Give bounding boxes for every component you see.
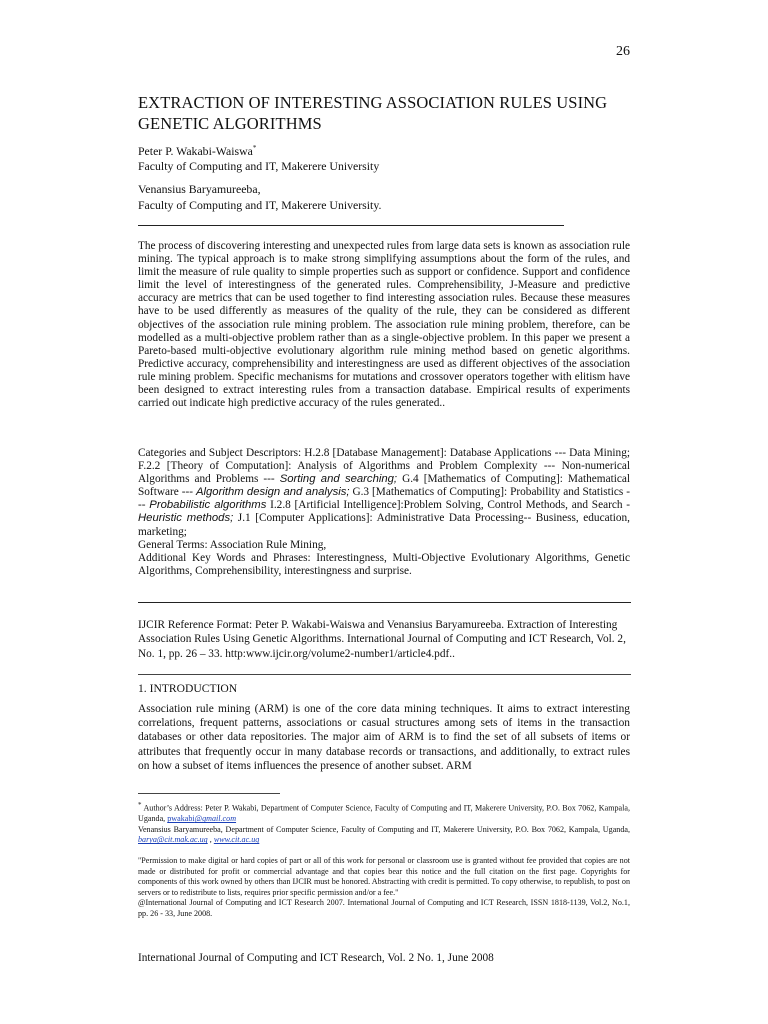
section-heading: 1. INTRODUCTION bbox=[138, 682, 238, 695]
author-2-address: Venansius Baryamureeba, Department of Computer Science, Faculty of Computing and IT, Makerere University, P.O. Box 7062, Kampala, Uganda, bbox=[138, 824, 630, 834]
copyright-notice: @International Journal of Computing and ICT Research 2007. International Journal of Computing and ICT Research, ISSN 1818-1139, Vol.2, No.1, pp. 26 - 33, June 2008. bbox=[138, 898, 630, 918]
categories-block bbox=[138, 447, 630, 578]
email-1-domain: @gmail.com bbox=[194, 814, 237, 824]
footnote-permissions bbox=[138, 856, 630, 920]
categories-italic-2: Algorithm design and analysis; bbox=[195, 486, 350, 499]
author-2-email-link[interactable]: barya@cit.mak.ac.ug bbox=[138, 835, 208, 845]
journal-footer: International Journal of Computing and ICT Research, Vol. 2 No. 1, June 2008 bbox=[138, 952, 494, 964]
header-divider bbox=[138, 225, 564, 226]
author-1-name: Peter P. Wakabi-Waiswa bbox=[138, 143, 253, 158]
email-1-user: pwakabi bbox=[167, 814, 195, 824]
footnote-marker: * bbox=[138, 801, 142, 809]
reference-divider-bottom bbox=[138, 674, 631, 675]
introduction-paragraph: Association rule mining (ARM) is one of the core data mining techniques. It aims to extract interesting correlations, frequent patterns, associations or casual structures among sets of items in the transaction databases or other data repositories. The major aim of ARM is to find the set of all subsets of items or attributes that frequently occur in many database records or transactions, and additionally, to extract rules on how a subset of items influences the presence of another subset. ARM bbox=[138, 703, 630, 772]
permission-notice: "Permission to make digital or hard copies of part or all of this work for personal or classroom use is granted without fee provided that copies are not made or distributed for profit or commercial advantage and that copies bear this notice and the full citation on the first page. Copyrights for components of this work owned by others than IJCIR must be honored. Abstracting with credit is permitted. To copy otherwise, to republish, to post on servers or to redistribute to lists, requires prior specific permission and/or a fee." bbox=[138, 856, 630, 897]
author-1-email-link[interactable] bbox=[167, 814, 236, 823]
categories-italic-3: Probabilistic algorithms bbox=[149, 499, 267, 512]
categories-text-4: I.2.8 [Artificial Intelligence]:Problem Solving, Control Methods, and Search - bbox=[270, 499, 631, 512]
link-separator: , bbox=[209, 835, 212, 845]
categories-text-3: G.3 [Mathematics of Computing]: Probability and Statistics --- bbox=[138, 486, 630, 512]
categories-text-2: G.4 [Mathematics of Computing]: Mathematical Software --- bbox=[138, 473, 631, 499]
paper-title: EXTRACTION OF INTERESTING ASSOCIATION RULES USING GENETIC ALGORITHMS bbox=[138, 93, 608, 133]
categories-italic-1: Sorting and searching; bbox=[279, 473, 398, 486]
keywords: Additional Key Words and Phrases: Interestingness, Multi-Objective Evolutionary Algorithms, Genetic Algorithms, Comprehensibility, interestingness and surprise. bbox=[138, 551, 630, 577]
page-number: 26 bbox=[616, 44, 630, 59]
author-2 bbox=[138, 182, 381, 213]
abstract: The process of discovering interesting and unexpected rules from large data sets is known as association rule mining. The typical approach is to make strong simplifying assumptions about the form of the rules, and limit the measure of rule quality to simple properties such as support or confidence. Support and confidence limit the level of interestingness of the generated rules. Comprehensibility, J-Measure and predictive accuracy are metrics that can be used together to find interesting association rules. Because these measures have to be used differently as measures of the quality of the rule, they can be considered as different objectives of the association rule mining problem. The association rule mining problem, therefore, can be modelled as a multi-objective problem rather than as a single-objective problem. In this paper we present a Pareto-based multi-objective evolutionary algorithm rule mining method based on genetic algorithms. Predictive accuracy, comprehensibility and interestingness are used as different objectives of the association rule mining problem. Specific mechanisms for mutations and crossover operators together with elitism have been designed to extract interesting rules from a transaction database. Empirical results of experiments carried out indicate high predictive accuracy of the rules generated.. bbox=[138, 240, 630, 410]
general-terms: General Terms: Association Rule Mining, bbox=[138, 538, 327, 551]
website-link[interactable]: www.cit.ac.ug bbox=[213, 835, 260, 845]
author-1-address: Author’s Address: Peter P. Wakabi, Department of Computer Science, Faculty of Computing and IT, Makerere University, P.O. Box 7062, Kampala, Uganda, bbox=[138, 803, 630, 824]
footnote-divider bbox=[138, 793, 280, 794]
author-2-affiliation: Faculty of Computing and IT, Makerere University. bbox=[138, 197, 382, 212]
footnote-addresses bbox=[138, 800, 630, 846]
categories-text-1: Categories and Subject Descriptors: H.2.8 [Database Management]: Database Applications --- Data Mining; F.2.2 [Theory of Computation]: Analysis of Algorithms and Problem Complexity --- Non-numerical Algorithms and Problems --- bbox=[138, 447, 630, 486]
author-1 bbox=[138, 141, 379, 175]
reference-divider-top bbox=[138, 602, 631, 603]
categories-italic-4: Heuristic methods; bbox=[138, 512, 234, 525]
author-1-affiliation: Faculty of Computing and IT, Makerere University bbox=[138, 159, 380, 174]
author-1-footnote-marker: * bbox=[252, 144, 257, 152]
author-2-name: Venansius Baryamureeba, bbox=[138, 182, 261, 196]
reference-format: IJCIR Reference Format: Peter P. Wakabi-Waiswa and Venansius Baryamureeba. Extraction of Interesting Association Rules Using Genetic Algorithms. International Journal of Computing and ICT Research, Vol. 2, No. 1, pp. 26 – 33. http:www.ijcir.org/volume2-number1/article4.pdf.. bbox=[138, 619, 626, 660]
categories-text-5: J.1 [Computer Applications]: Administrative Data Processing-- Business, education, marketing; bbox=[138, 512, 631, 538]
